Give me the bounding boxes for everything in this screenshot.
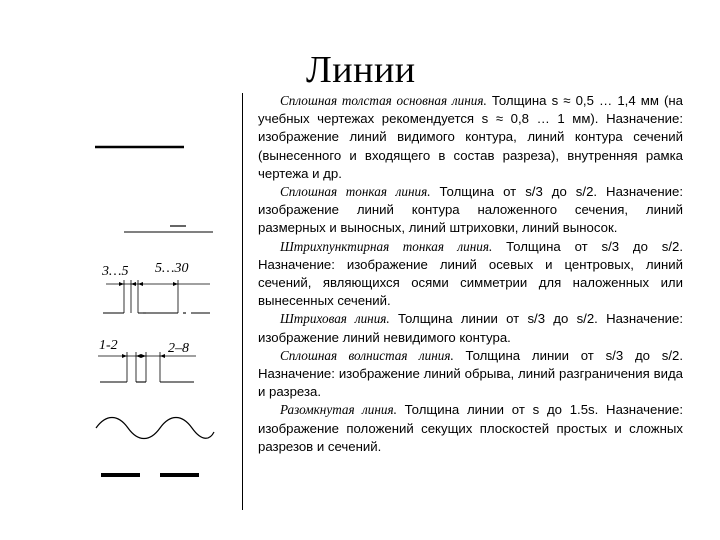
line-type-name: Сплошная толстая основная линия. (280, 93, 487, 108)
line-type-description: Толщина от s/3 до s/2. Назначение: изображение линий контура наложенного сечения, линий размерных и выносных, линий штриховки, линий выносок. (258, 184, 683, 236)
line-samples-panel (0, 0, 240, 540)
line-type-description: Толщина от s/3 до s/2. Назначение: изображение линий осевых и центровых, линий сечений, являющихся осями симметрии для наложенных или вынесенных сечений. (258, 238, 683, 309)
line-descriptions (258, 92, 683, 456)
line-type-description: Толщина линии от s/3 до s/2. Назначение: изображение линий обрыва, линий разграничения вида и разреза. (258, 347, 683, 400)
line-type-description: Толщина s ≈ 0,5 … 1,4 мм (на учебных чертежах рекомендуется s ≈ 0,8 … 1 мм). Назначение: изображение линий видимого контура, линий контура сечений (вынесенного и входящего в состав разреза), внутренняя рамка чертежа и др. (258, 93, 683, 181)
dimension-arrow (138, 282, 143, 286)
description-paragraph (258, 310, 683, 346)
dimension-arrow (131, 282, 136, 286)
description-paragraph (258, 401, 683, 456)
line-type-name: Штриховая линия. (280, 311, 390, 327)
dim-label-5-30: 5…30 (155, 261, 189, 276)
description-paragraph (258, 238, 683, 311)
dim-label-3-5: 3…5 (102, 264, 129, 279)
vertical-divider (242, 93, 243, 510)
line-samples-drawing (0, 0, 240, 540)
line-type-description: Толщина линии от s до 1.5s. Назначение: изображение положений секущих плоскостей простых и сложных разрезов и сечений. (258, 402, 683, 454)
sample-dashed-line-group (98, 338, 196, 382)
sample-wavy-line (96, 418, 214, 439)
dimension-arrow (160, 354, 165, 358)
dimension-arrow (141, 354, 146, 358)
description-paragraph (258, 347, 683, 402)
line-type-description: Толщина линии от s/3 до s/2. Назначение: изображение линий невидимого контура. (258, 311, 683, 345)
dim-label-1-2: 1-2 (99, 338, 118, 353)
dimension-arrow (122, 354, 127, 358)
dim-label-2-8: 2–8 (168, 341, 189, 356)
description-paragraph (258, 183, 683, 238)
line-type-name: Разомкнутая линия. (280, 402, 397, 418)
dimension-arrow (136, 354, 141, 358)
line-type-name: Сплошная волнистая линия. (280, 347, 454, 363)
slide-title: Линии (306, 49, 416, 91)
line-type-name: Сплошная тонкая линия. (280, 184, 431, 200)
sample-dash-dot-line-group (101, 261, 210, 313)
dimension-arrow (173, 282, 178, 286)
description-paragraph (258, 92, 683, 183)
dimension-arrow (119, 282, 124, 286)
line-type-name: Штрихпунктирная тонкая линия. (280, 238, 493, 254)
